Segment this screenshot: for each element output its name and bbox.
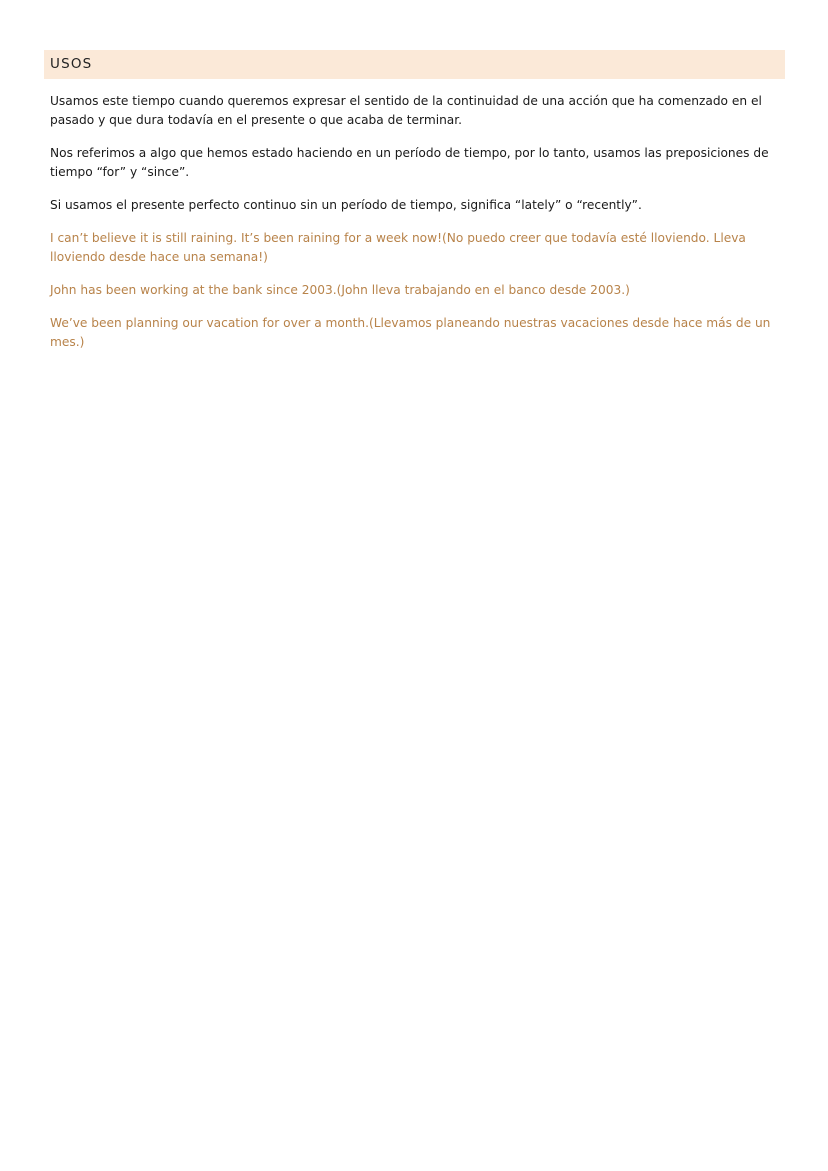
example-sentence-1: I can’t believe it is still raining. It’s been raining for a week now!(No puedo creer que todavía esté lloviendo. Lleva lloviendo desde hace una semana!) xyxy=(50,231,746,264)
usage-paragraph-2: Nos referimos a algo que hemos estado haciendo en un período de tiempo, por lo tanto, usamos las preposiciones de tiempo “for” y “since”. xyxy=(50,146,769,179)
example-sentence-3: We’ve been planning our vacation for over a month.(Llevamos planeando nuestras vacaciones desde hace más de un mes.) xyxy=(50,316,771,349)
usage-paragraph-1: Usamos este tiempo cuando queremos expresar el sentido de la continuidad de una acción que ha comenzado en el pasado y que dura todavía en el presente o que acaba de terminar. xyxy=(50,94,762,127)
content-body xyxy=(50,92,786,366)
section-title: USOS xyxy=(50,56,93,73)
usage-paragraph-3: Si usamos el presente perfecto continuo sin un período de tiempo, significa “lately” o “recently”. xyxy=(50,198,642,212)
section-header-bar xyxy=(44,50,785,79)
example-sentence-2: John has been working at the bank since 2003.(John lleva trabajando en el banco desde 2003.) xyxy=(50,283,630,297)
